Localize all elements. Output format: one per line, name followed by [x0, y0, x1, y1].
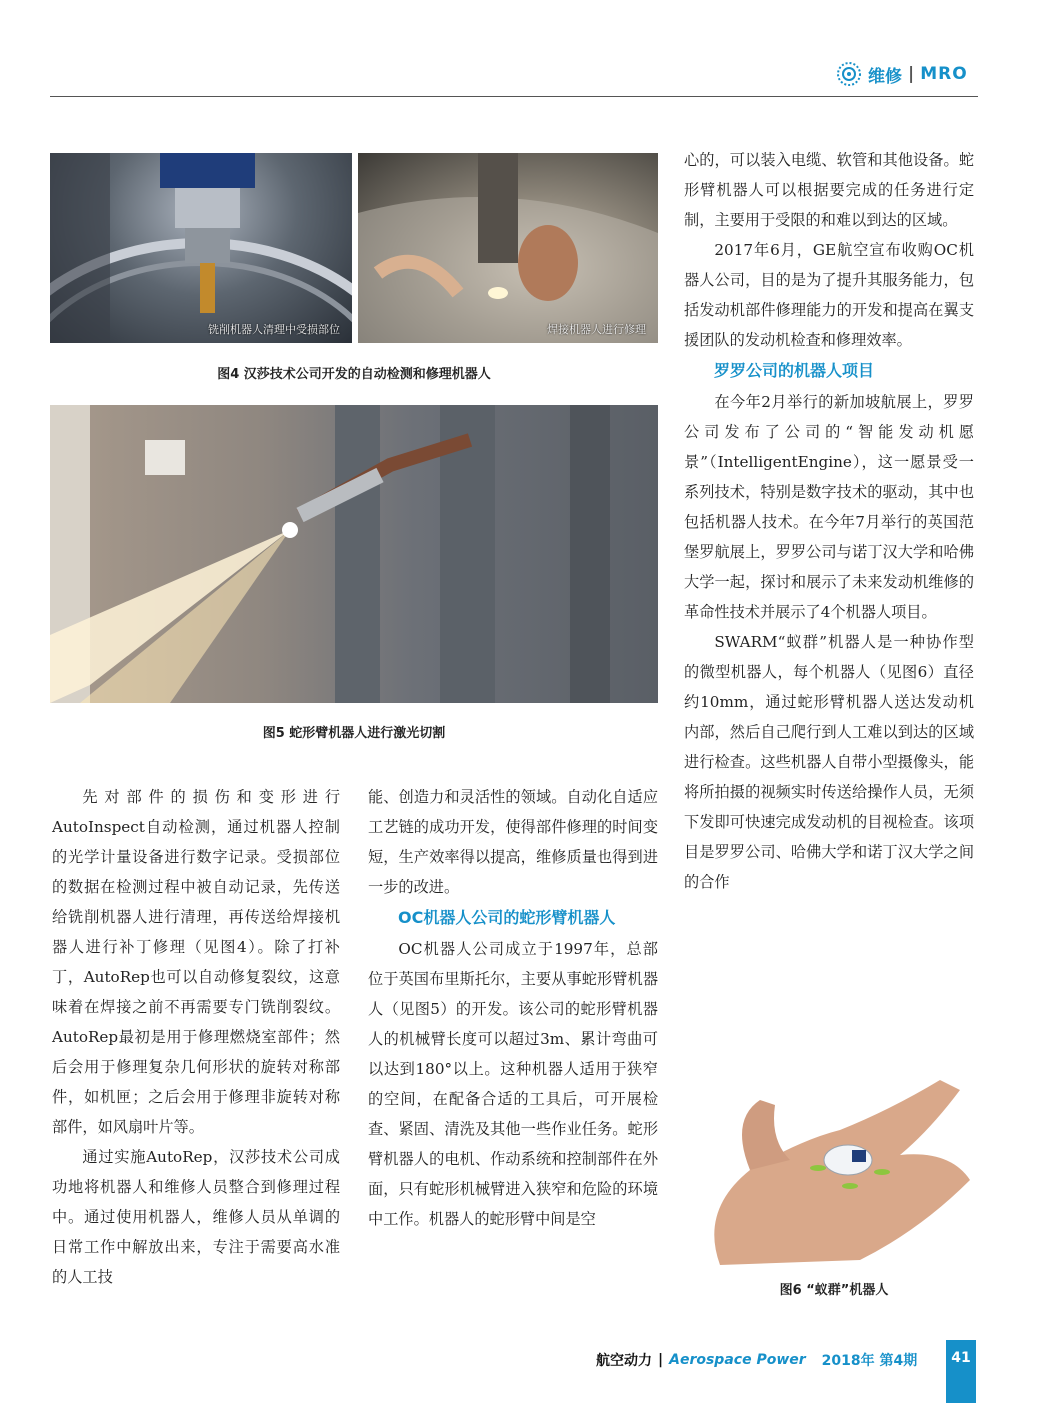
page-number: 41	[946, 1340, 976, 1403]
section-heading: 罗罗公司的机器人项目	[714, 361, 875, 380]
fig4-right-inset-caption: 焊接机器人进行修理	[547, 323, 646, 336]
paragraph: 通过实施AutoRep，汉莎技术公司成功地将机器人和维修人员整合到修理过程中。通过使用机器人，维修人员从单调的日常工作中解放出来，专注于需要高水准的人工技	[52, 1148, 340, 1286]
text-column-1	[52, 782, 340, 1292]
section-title: 维修	[868, 66, 902, 87]
fig6-caption: 图6 “蚁群”机器人	[779, 1283, 889, 1298]
journal-footer	[596, 1350, 917, 1370]
paragraph: SWARM“蚁群”机器人是一种协作型的微型机器人，每个机器人（见图6）直径约10mm，通过蛇形臂机器人送达发动机内部，然后自己爬行到人工难以到达的区域进行检查。这些机器人自带小型摄像头，能将所拍摄的视频实时传送给操作人员，无须下发即可快速完成发动机的目视检查。该项目是罗罗公司、哈佛大学和诺丁汉大学之间的合作	[684, 633, 974, 891]
fig5-photo	[50, 405, 658, 703]
fig5-caption: 图5 蛇形臂机器人进行激光切割	[262, 726, 446, 741]
fig4-right-photo	[358, 153, 658, 343]
header-rule	[50, 96, 978, 97]
fig6-photo	[690, 1060, 978, 1268]
section-header	[836, 60, 968, 88]
text-column-3	[684, 145, 974, 897]
section-heading: OC机器人公司的蛇形臂机器人	[398, 908, 616, 927]
milling-machine-illustration	[50, 153, 352, 343]
text-column-2	[368, 782, 658, 1234]
paragraph: 2017年6月，GE航空宣布收购OC机器人公司，目的是为了提升其服务能力，包括发动机部件修理能力的开发和提高在翼支援团队的发动机检查和修理效率。	[684, 241, 974, 349]
paragraph: OC机器人公司成立于1997年，总部位于英国布里斯托尔，主要从事蛇形臂机器人（见图5）的开发。该公司的蛇形臂机器人的机械臂长度可以超过3m、累计弯曲可以达到180°以上。这种机器人适用于狭窄的空间，在配备合适的工具后，可开展检查、紧固、清洗及其他一些作业任务。蛇形臂机器人的电机、作动系统和控制部件在外面，只有蛇形机械臂进入狭窄和危险的环境中工作。机器人的蛇形臂中间是空	[368, 940, 658, 1228]
footer-divider: |	[658, 1352, 664, 1368]
fig4-left-photo	[50, 153, 352, 343]
journal-name-cn: 航空动力	[596, 1353, 652, 1369]
section-code: MRO	[920, 64, 968, 84]
journal-logo-icon	[836, 61, 862, 87]
welding-robot-illustration	[358, 153, 658, 343]
snake-arm-laser-cutting-illustration	[50, 405, 658, 703]
paragraph: 先对部件的损伤和变形进行AutoInspect自动检测，通过机器人控制的光学计量设备进行数字记录。受损部位的数据在检测过程中被自动记录，先传送给铣削机器人进行清理，再传送给焊接机器人进行补丁修理（见图4）。除了打补丁，AutoRep也可以自动修复裂纹，这意味着在焊接之前不再需要专门铣削裂纹。AutoRep最初是用于修理燃烧室部件；然后会用于修理复杂几何形状的旋转对称部件，如机匣；之后会用于修理非旋转对称部件，如风扇叶片等。	[52, 788, 340, 1136]
paragraph: 能、创造力和灵活性的领域。自动化自适应工艺链的成功开发，使得部件修理的时间变短，生产效率得以提高，维修质量也得到进一步的改进。	[368, 788, 658, 896]
fig4-left-inset-caption: 铣削机器人清理中受损部位	[208, 323, 340, 336]
fig4-caption: 图4 汉莎技术公司开发的自动检测和修理机器人	[217, 367, 491, 382]
paragraph: 在今年2月举行的新加坡航展上，罗罗公司发布了公司的“智能发动机愿景”（IntelligentEngine），这一愿景受一系列技术，特别是数字技术的驱动，其中也包括机器人技术。在今年7月举行的英国范堡罗航展上，罗罗公司与诺丁汉大学和哈佛大学一起，探讨和展示了未来发动机维修的革命性技术并展示了4个机器人项目。	[684, 393, 974, 621]
issue-number: 2018年 第4期	[821, 1353, 918, 1369]
swarm-robot-on-hand-illustration	[690, 1060, 978, 1268]
journal-name-en: Aerospace Power	[669, 1352, 806, 1368]
paragraph: 心的，可以装入电缆、软管和其他设备。蛇形臂机器人可以根据要完成的任务进行定制，主要用于受限的和难以到达的区域。	[684, 151, 974, 229]
header-divider: |	[908, 64, 915, 84]
